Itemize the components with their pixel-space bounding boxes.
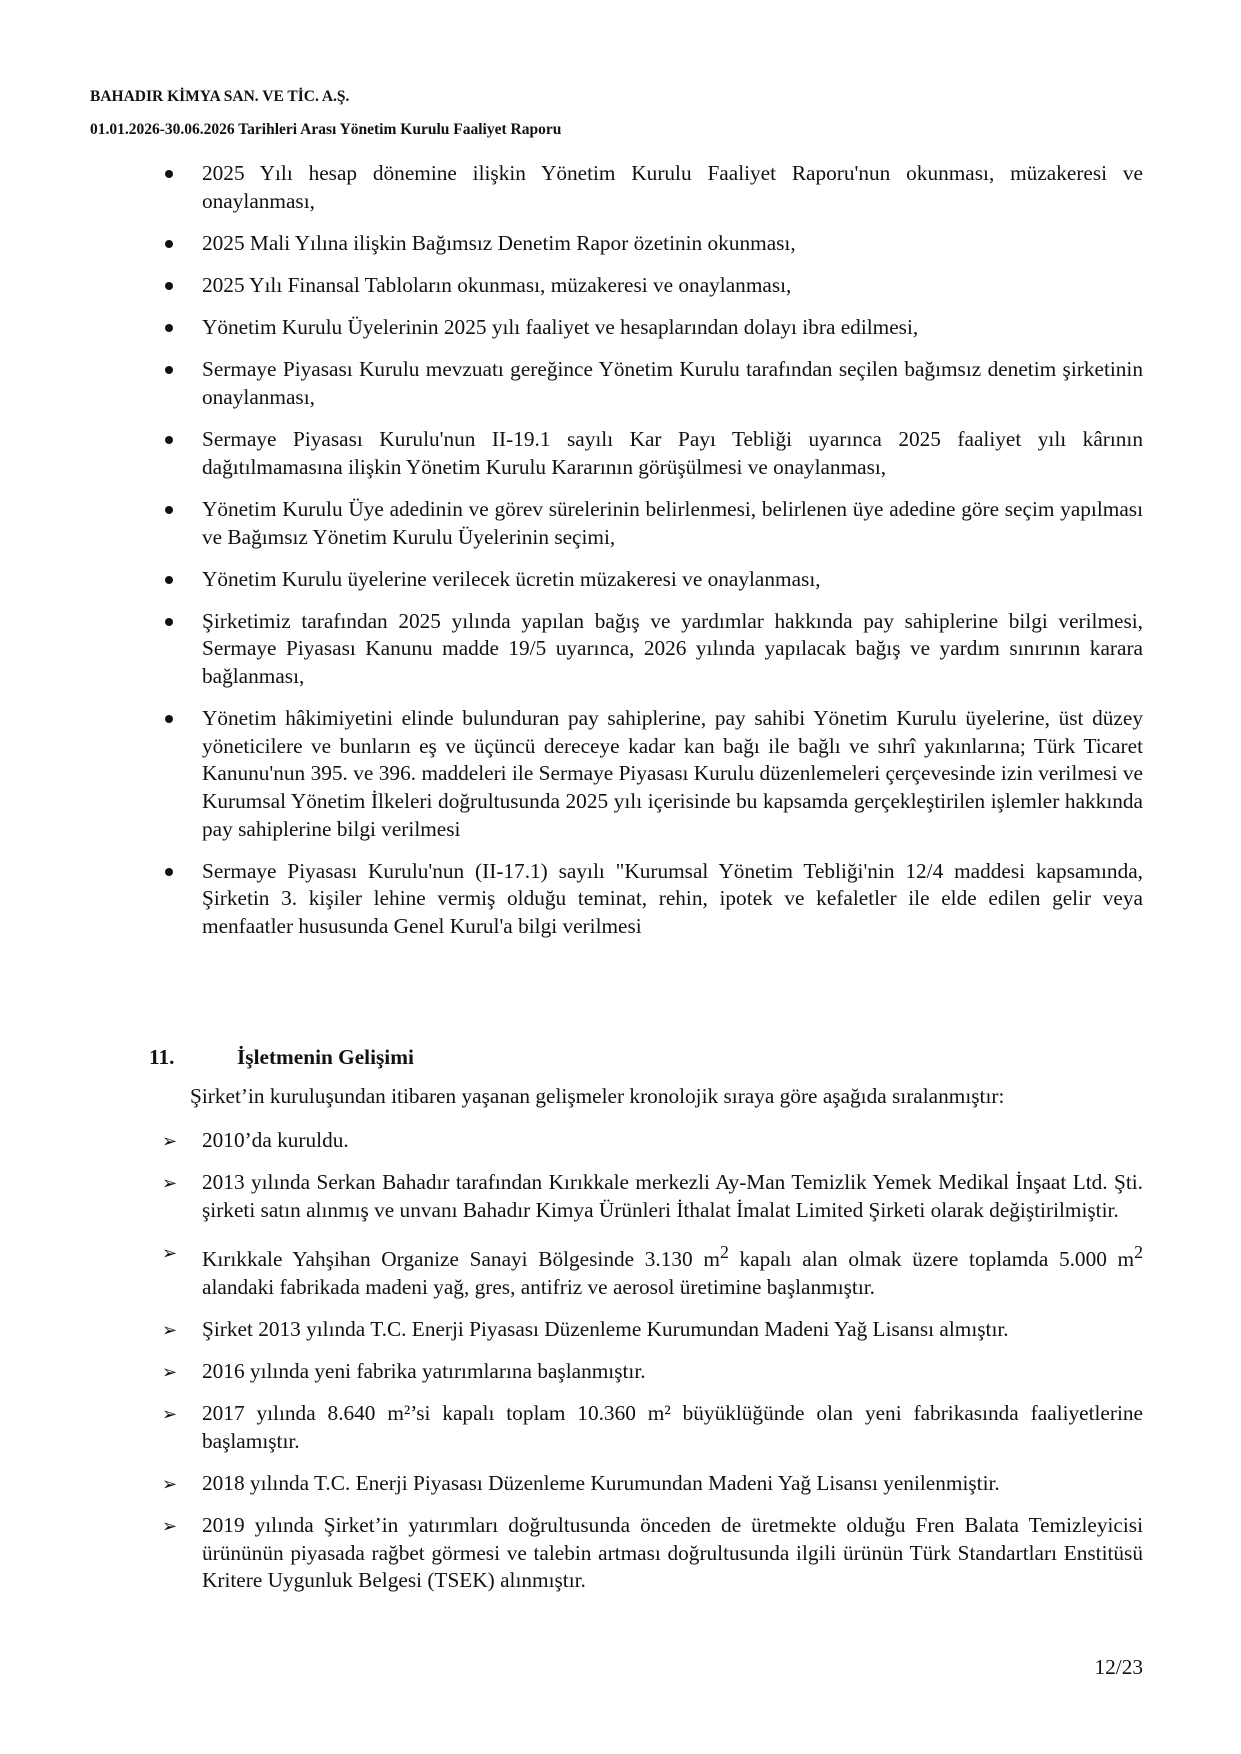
bullet-icon (165, 170, 173, 178)
history-item: ➢ 2018 yılında T.C. Enerji Piyasası Düzenleme Kurumundan Madeni Yağ Lisansı yenilenmiştir. (162, 1470, 1143, 1498)
agenda-item: 2025 Yılı hesap dönemine ilişkin Yönetim Kurulu Faaliyet Raporu'nun okunması, müzakeresi ve onaylanması, (165, 160, 1143, 215)
agenda-item: 2025 Yılı Finansal Tabloların okunması, müzakeresi ve onaylanması, (165, 272, 1143, 300)
history-item: ➢ Kırıkkale Yahşihan Organize Sanayi Bölgesinde 3.130 $m^2$ kapalı alan olmak üzere toplamda 5.000 $m^2$ alandaki fabrikada madeni yağ, gres, antifriz ve aerosol üretimine başlanmıştır. (162, 1241, 1143, 1299)
arrow-bullet-icon: ➢ (162, 1131, 178, 1152)
history-item: ➢ 2013 yılında Serkan Bahadır tarafından Kırıkkale merkezli Ay-Man Temizlik Yemek Medikal İnşaat Ltd. Şti. şirketi satın alınmış ve unvanı Bahadır Kimya Ürünleri İthalat İmalat Limited Şirketi olarak değiştirilmiştir. (162, 1170, 1143, 1222)
history-item: ➢ Şirket 2013 yılında T.C. Enerji Piyasası Düzenleme Kurumundan Madeni Yağ Lisansı almıştır. (162, 1316, 1143, 1344)
report-title: 01.01.2026-30.06.2026 Tarihleri Arası Yönetim Kurulu Faaliyet Raporu (90, 121, 562, 138)
agenda-item: Şirketimiz tarafından 2025 yılında yapılan bağış ve yardımlar hakkında pay sahiplerine bilgi verilmesi, Sermaye Piyasası Kanunu madde 19/5 uyarınca, 2026 yılında yapılacak bağış ve yardım sınırının karara bağlanması, (165, 608, 1143, 691)
arrow-bullet-icon: ➢ (162, 1362, 178, 1384)
arrow-bullet-icon: ➢ (162, 1516, 178, 1538)
agenda-item: 2025 Mali Yılına ilişkin Bağımsız Denetim Rapor özetinin okunması, (165, 230, 1143, 258)
history-item: ➢ 2017 yılında 8.640 m²’si kapalı toplam 10.360 m² büyüklüğünde olan yeni fabrikasında faaliyetlerine başlamıştır. (162, 1401, 1143, 1453)
arrow-bullet-icon: ➢ (162, 1173, 178, 1195)
section-intro: Şirket’in kuruluşundan itibaren yaşanan gelişmeler kronolojik sıraya göre aşağıda sıralanmıştır: (190, 1084, 1005, 1108)
agenda-item: Yönetim Kurulu Üyelerinin 2025 yılı faaliyet ve hesaplarından dolayı ibra edilmesi, (165, 314, 1143, 342)
bullet-icon (165, 282, 173, 290)
agenda-item: Sermaye Piyasası Kurulu mevzuatı gereğince Yönetim Kurulu tarafından seçilen bağımsız denetim şirketinin onaylanması, (165, 356, 1143, 411)
arrow-bullet-icon: ➢ (162, 1404, 178, 1426)
bullet-icon (165, 576, 173, 584)
bullet-icon (165, 366, 173, 374)
bullet-icon (165, 868, 173, 876)
agenda-item: Sermaye Piyasası Kurulu'nun II-19.1 sayılı Kar Payı Tebliği uyarınca 2025 faaliyet yılı kârının dağıtılmamasına ilişkin Yönetim Kurulu Kararının görüşülmesi ve onaylanması, (165, 426, 1143, 481)
history-item: ➢ 2010’da kuruldu. (162, 1127, 1143, 1155)
agenda-item: Yönetim hâkimiyetini elinde bulunduran pay sahiplerine, pay sahibi Yönetim Kurulu üyelerine, üst düzey yöneticilere ve bunların eş ve üçüncü dereceye kadar kan bağı ile bağlı ve sıhrî yakınlarına; Türk Ticaret Kanunu'nun 395. ve 396. maddeleri ile Sermaye Piyasası Kurulu düzenlemeleri çerçevesinde izin verilmesi ve Kurumsal Yönetim İlkeleri doğrultusunda 2025 yılı içerisinde bu kapsamda gerçekleştirilen işlemler hakkında pay sahiplerine bilgi verilmesi (165, 705, 1143, 843)
history-list (162, 1127, 1143, 1610)
bullet-icon (165, 715, 173, 723)
bullet-icon (165, 240, 173, 248)
agenda-list (165, 160, 1143, 955)
history-item: ➢ 2019 yılında Şirket’in yatırımları doğrultusunda önceden de üretmekte olduğu Fren Balata Temizleyicisi ürününün piyasada rağbet görmesi ve talebin artması doğrultusunda ilgili ürünün Türk Standartları Enstitüsü Kritere Uygunluk Belgesi (TSEK) alınmıştır. (162, 1513, 1143, 1593)
bullet-icon (165, 324, 173, 332)
section-number: 11. (149, 1045, 175, 1069)
bullet-icon (165, 506, 173, 514)
company-name: BAHADIR KİMYA SAN. VE TİC. A.Ş. (90, 88, 350, 105)
bullet-icon (165, 436, 173, 444)
agenda-item: Sermaye Piyasası Kurulu'nun (II-17.1) sayılı "Kurumsal Yönetim Tebliği'nin 12/4 maddesi kapsamında, Şirketin 3. kişiler lehine vermiş olduğu teminat, rehin, ipotek ve kefaletler ile elde edilen gelir veya menfaatler hususunda Genel Kurul'a bilgi verilmesi (165, 858, 1143, 941)
bullet-icon (165, 618, 173, 626)
agenda-item: Yönetim Kurulu üyelerine verilecek ücretin müzakeresi ve onaylanması, (165, 566, 1143, 594)
section-title: İşletmenin Gelişimi (237, 1045, 414, 1069)
arrow-bullet-icon: ➢ (162, 1474, 178, 1495)
arrow-bullet-icon: ➢ (162, 1319, 178, 1341)
agenda-item: Yönetim Kurulu Üye adedinin ve görev sürelerinin belirlenmesi, belirlenen üye adedine göre seçim yapılması ve Bağımsız Yönetim Kurulu Üyelerinin seçimi, (165, 496, 1143, 551)
history-item: ➢ 2016 yılında yeni fabrika yatırımlarına başlanmıştır. (162, 1358, 1143, 1386)
arrow-bullet-icon: ➢ (162, 1242, 178, 1264)
page-number: 12/23 (1094, 1655, 1143, 1679)
